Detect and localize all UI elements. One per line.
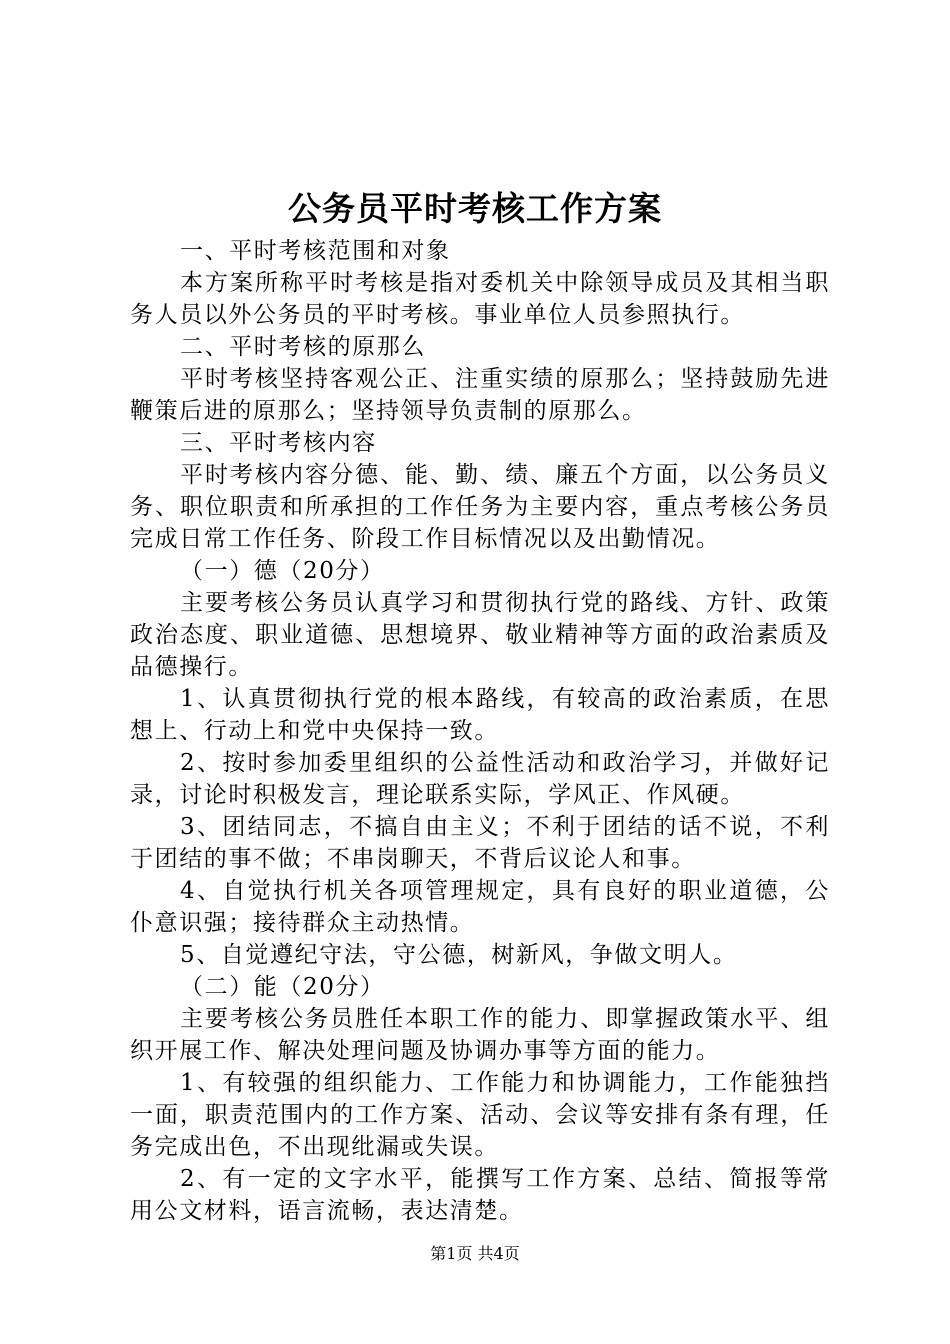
section-heading-2: 二、平时考核的原那么 <box>180 334 426 360</box>
paragraph-principles: 平时考核坚持客观公正、注重实绩的原那么；坚持鼓励先进鞭策后进的原那么；坚持领导负责制的原那么。 <box>130 366 830 424</box>
paragraph-de-item-1: 1、认真贯彻执行党的根本路线，有较高的政治素质，在思想上、行动上和党中央保持一致。 <box>130 686 830 744</box>
paragraph-de-item-2: 2、按时参加委里组织的公益性活动和政治学习，并做好记录，讨论时积极发言，理论联系实际，学风正、作风硬。 <box>130 750 830 808</box>
paragraph-de-item-3: 3、团结同志，不搞自由主义；不利于团结的话不说，不利于团结的事不做；不串岗聊天，不背后议论人和事。 <box>130 814 830 872</box>
document-title: 公务员平时考核工作方案 <box>288 189 662 228</box>
page-footer: 第1页 共4页 <box>430 1244 520 1263</box>
paragraph-content: 平时考核内容分德、能、勤、绩、廉五个方面，以公务员义务、职位职责和所承担的工作任务为主要内容，重点考核公务员完成日常工作任务、阶段工作目标情况以及出勤情况。 <box>130 462 830 552</box>
section-heading-1: 一、平时考核范围和对象 <box>180 238 451 264</box>
subsection-heading-neng: （二）能（20分） <box>180 974 385 1000</box>
paragraph-de-item-4: 4、自觉执行机关各项管理规定，具有良好的职业道德，公仆意识强；接待群众主动热情。 <box>130 878 830 936</box>
paragraph-neng-item-1: 1、有较强的组织能力、工作能力和协调能力，工作能独挡一面，职责范围内的工作方案、活动、会议等安排有条有理，任务完成出色，不出现纰漏或失误。 <box>130 1070 830 1160</box>
document-body <box>130 235 830 1227</box>
section-heading-3: 三、平时考核内容 <box>180 430 377 456</box>
paragraph-scope: 本方案所称平时考核是指对委机关中除领导成员及其相当职务人员以外公务员的平时考核。事业单位人员参照执行。 <box>130 270 830 328</box>
paragraph-neng-item-2: 2、有一定的文字水平，能撰写工作方案、总结、简报等常用公文材料，语言流畅，表达清楚。 <box>130 1166 830 1224</box>
paragraph-neng-intro: 主要考核公务员胜任本职工作的能力、即掌握政策水平、组织开展工作、解决处理问题及协调办事等方面的能力。 <box>130 1006 830 1064</box>
paragraph-de-intro: 主要考核公务员认真学习和贯彻执行党的路线、方针、政策政治态度、职业道德、思想境界、敬业精神等方面的政治素质及品德操行。 <box>130 590 830 680</box>
paragraph-de-item-5: 5、自觉遵纪守法，守公德，树新风，争做文明人。 <box>180 942 738 968</box>
subsection-heading-de: （一）德（20分） <box>180 558 385 584</box>
